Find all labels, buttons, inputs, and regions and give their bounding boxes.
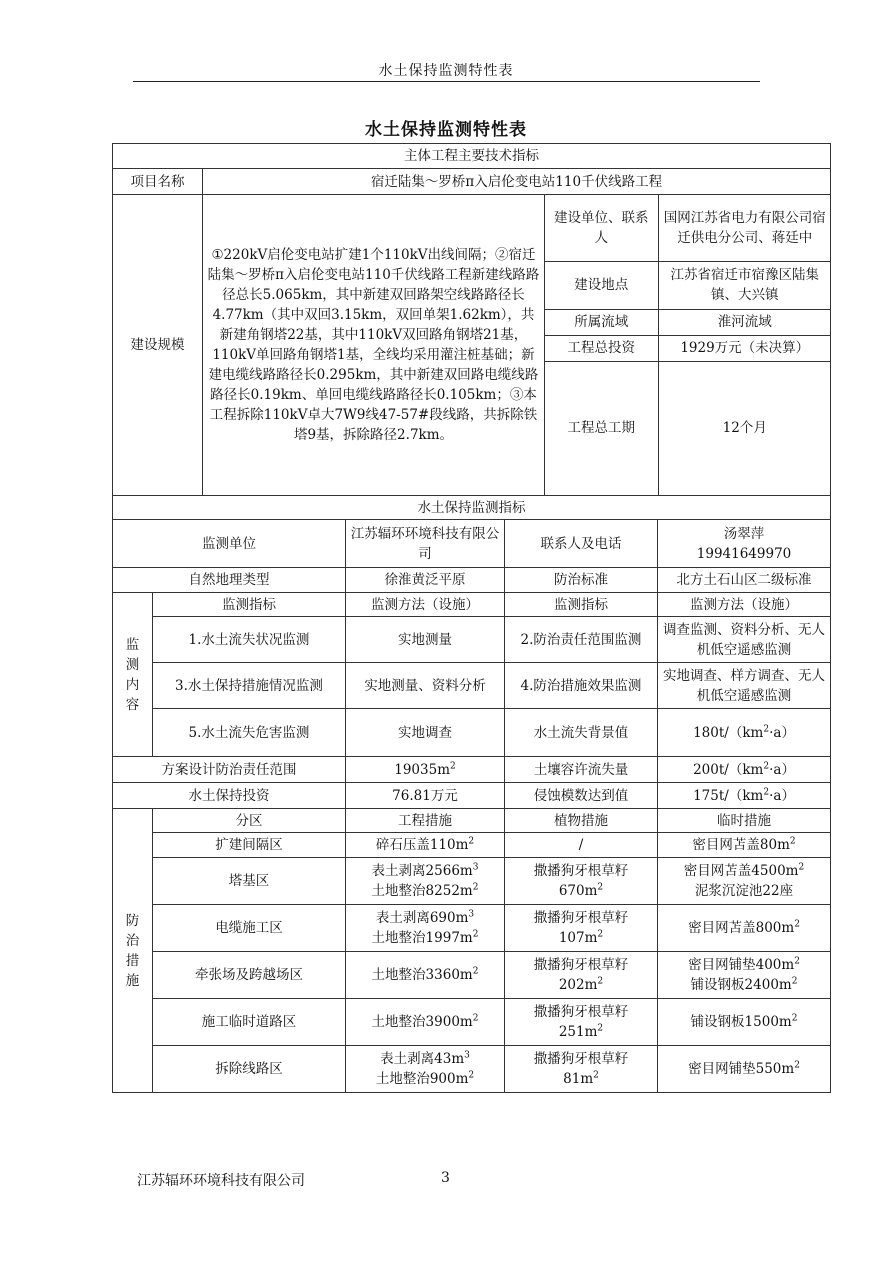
content-indicator: 4.防治措施效果监测: [505, 663, 658, 709]
footer-company: 江苏辐环环境科技有限公司: [137, 1173, 305, 1189]
measures-temporary: [658, 999, 831, 1046]
measures-engineering: [346, 905, 505, 952]
measures-engineering-line: 表土剥离$690m^3$: [375, 909, 475, 926]
scale-label: 建设规模: [113, 195, 203, 496]
measures-plant-line: $81m^2$: [563, 1070, 599, 1087]
project-info-cell: [545, 195, 831, 496]
page-number: 3: [441, 1170, 450, 1186]
measures-temporary-line: 密目网苫盖$800m^2$: [688, 919, 800, 936]
measures-temporary-line: 密目网铺垫$400m^2$: [688, 956, 800, 973]
measures-engineering-line: 土地整治$8252m^2$: [371, 882, 479, 899]
content-method: 实地调查: [346, 709, 505, 757]
content-indicator: 1.水土流失状况监测: [153, 617, 346, 663]
content-header-method: 监测方法（设施）: [346, 593, 505, 617]
geo-label: 自然地理类型: [113, 568, 346, 593]
measures-row: [113, 1046, 831, 1093]
measures-zone: 塔基区: [153, 858, 346, 905]
measures-temporary-line: 密目网铺垫$550m^2$: [688, 1060, 800, 1077]
vertical-char: 防: [125, 912, 140, 929]
basin-label: 所属流域: [545, 309, 658, 335]
measures-col-temporary: 临时措施: [658, 809, 831, 833]
content-method: 实地调查、样方调查、无人机低空遥感监测: [658, 663, 831, 709]
erosion-value: $175t/(km^2\cdot a)$: [658, 783, 831, 809]
vertical-char: 容: [125, 696, 140, 713]
section-heading-main: 主体工程主要技术指标: [113, 144, 831, 169]
measures-temporary: [658, 1046, 831, 1093]
measures-engineering-line: 土地整治$1997m^2$: [371, 929, 479, 946]
measures-plant-line: 撒播狗牙根草籽: [533, 1004, 629, 1020]
invest-label: 工程总投资: [545, 335, 658, 361]
monitor-unit-label: 监测单位: [113, 520, 346, 568]
measures-engineering-line: 表土剥离$43m^3$: [380, 1050, 470, 1067]
measures-plant: [505, 833, 658, 858]
unit-label: 建设单位、联系人: [545, 195, 658, 261]
vertical-char: 监: [125, 636, 140, 653]
measures-plant-line: 撒播狗牙根草籽: [533, 1051, 629, 1067]
standard-value: 北方土石山区二级标准: [658, 568, 831, 593]
content-indicator: 水土流失背景值: [505, 709, 658, 757]
measures-engineering: [346, 858, 505, 905]
measures-label: [113, 809, 153, 1093]
measures-plant-line: $670m^2$: [558, 882, 604, 899]
allow-label: 土壤容许流失量: [505, 757, 658, 783]
header-rule: [133, 81, 760, 82]
measures-temporary: [658, 833, 831, 858]
measures-plant-line: /: [578, 837, 584, 853]
project-info-table: [545, 195, 831, 495]
measures-plant: [505, 1046, 658, 1093]
vertical-char: 施: [125, 972, 140, 989]
measures-temporary: [658, 952, 831, 999]
contact-name: 汤翠萍: [723, 525, 765, 542]
measures-temporary-line: 泥浆沉淀池22座: [694, 883, 794, 899]
content-header-indicator-2: 监测指标: [505, 593, 658, 617]
document-title: 水土保持监测特性表: [365, 120, 527, 140]
measures-engineering-line: 碎石压盖$110m^2$: [375, 836, 475, 853]
content-method: $180t/(km^2\cdot a)$: [658, 709, 831, 757]
invest-value: 1929万元（未决算）: [658, 335, 831, 361]
measures-engineering-line: 土地整治$3900m^2$: [371, 1013, 479, 1030]
measures-temporary: [658, 905, 831, 952]
measures-zone: 扩建间隔区: [153, 833, 346, 858]
erosion-label: 侵蚀模数达到值: [505, 783, 658, 809]
measures-engineering-line: 表土剥离$2566m^3$: [371, 862, 479, 879]
measures-row: [113, 999, 831, 1046]
measures-engineering-line: 土地整治$3360m^2$: [371, 966, 479, 983]
project-name-label: 项目名称: [113, 169, 203, 195]
measures-temporary-line: 密目网苫盖$4500m^2$: [683, 862, 805, 879]
measures-row: [113, 858, 831, 905]
measures-col-zone: 分区: [153, 809, 346, 833]
contact-label: 联系人及电话: [505, 520, 658, 568]
measures-col-plant: 植物措施: [505, 809, 658, 833]
content-method: 实地测量、资料分析: [346, 663, 505, 709]
geo-value: 徐淮黄泛平原: [346, 568, 505, 593]
location-value: 江苏省宿迁市宿豫区陆集镇、大兴镇: [658, 261, 831, 309]
measures-plant-line: 撒播狗牙根草籽: [533, 863, 629, 879]
measures-zone: 施工临时道路区: [153, 999, 346, 1046]
running-header: 水土保持监测特性表: [378, 63, 514, 79]
content-method: 调查监测、资料分析、无人机低空遥感监测: [658, 617, 831, 663]
section-heading-monitor: 水土保持监测指标: [113, 496, 831, 520]
measures-zone: 拆除线路区: [153, 1046, 346, 1093]
measures-plant: [505, 905, 658, 952]
contact-value: [658, 520, 831, 568]
unit-value: 国网江苏省电力有限公司宿迁供电分公司、蒋廷中: [658, 195, 831, 261]
content-indicator: 2.防治责任范围监测: [505, 617, 658, 663]
measures-plant: [505, 952, 658, 999]
measures-zone: 牵张场及跨越场区: [153, 952, 346, 999]
scope-value: $19035m^2$: [346, 757, 505, 783]
measures-plant-line: $251m^2$: [558, 1023, 604, 1040]
measures-engineering-line: 土地整治$900m^2$: [375, 1070, 475, 1087]
vertical-char: 治: [125, 932, 140, 949]
investment-label: 水土保持投资: [113, 783, 346, 809]
measures-plant: [505, 999, 658, 1046]
monitor-unit-value: 江苏辐环环境科技有限公司: [346, 520, 505, 568]
measures-plant: [505, 858, 658, 905]
measures-row: [113, 833, 831, 858]
measures-engineering: [346, 999, 505, 1046]
measures-row: [113, 905, 831, 952]
measures-engineering: [346, 1046, 505, 1093]
content-method: 实地测量: [346, 617, 505, 663]
allow-value: $200t/(km^2\cdot a)$: [658, 757, 831, 783]
basin-value: 淮河流域: [658, 309, 831, 335]
measures-plant-line: $202m^2$: [558, 976, 604, 993]
investment-value: 76.81万元: [346, 783, 505, 809]
contact-phone: 19941649970: [696, 545, 792, 562]
vertical-char: 措: [125, 952, 140, 969]
vertical-char: 内: [125, 676, 140, 693]
project-name-value: 宿迁陆集～罗桥π入启伦变电站110千伏线路工程: [203, 169, 831, 195]
standard-label: 防治标准: [505, 568, 658, 593]
measures-engineering: [346, 833, 505, 858]
measures-col-engineering: 工程措施: [346, 809, 505, 833]
measures-temporary-line: 铺设钢板$2400m^2$: [690, 976, 798, 993]
measures-temporary-line: 密目网苫盖$80m^2$: [692, 836, 796, 853]
location-label: 建设地点: [545, 261, 658, 309]
measures-temporary: [658, 858, 831, 905]
measures-plant-line: $107m^2$: [558, 929, 604, 946]
scale-text: ①220kV启伦变电站扩建1个110kV出线间隔；②宿迁陆集～罗桥π入启伦变电站110千伏线路工程新建线路路径总长5.065km，其中新建双回路架空线路路径长4.77km（其中双回3.15km，双回单架1.62km），共新建角钢塔22基，其中110kV双回路角钢塔21基，110kV单回路角钢塔1基，全线均采用灌注桩基础；新建电缆线路路径长0.295km，其中新建双回路电缆线路路径长0.19km、单回电缆线路路径长0.105km；③本工程拆除110kV卓大7W9线47-57#段线路，共拆除铁塔9基，拆除路径2.7km。: [203, 195, 545, 496]
measures-engineering: [346, 952, 505, 999]
characteristics-table: [112, 143, 831, 1093]
period-value: 12个月: [658, 361, 831, 495]
content-indicator: 3.水土保持措施情况监测: [153, 663, 346, 709]
measures-plant-line: 撒播狗牙根草籽: [533, 957, 629, 973]
period-label: 工程总工期: [545, 361, 658, 495]
vertical-char: 测: [125, 656, 140, 673]
scope-label: 方案设计防治责任范围: [113, 757, 346, 783]
measures-zone: 电缆施工区: [153, 905, 346, 952]
measures-temporary-line: 铺设钢板$1500m^2$: [690, 1013, 798, 1030]
content-header-indicator: 监测指标: [153, 593, 346, 617]
content-indicator: 5.水土流失危害监测: [153, 709, 346, 757]
measures-plant-line: 撒播狗牙根草籽: [533, 910, 629, 926]
measures-row: [113, 952, 831, 999]
content-label: [113, 593, 153, 757]
content-header-method-2: 监测方法（设施）: [658, 593, 831, 617]
